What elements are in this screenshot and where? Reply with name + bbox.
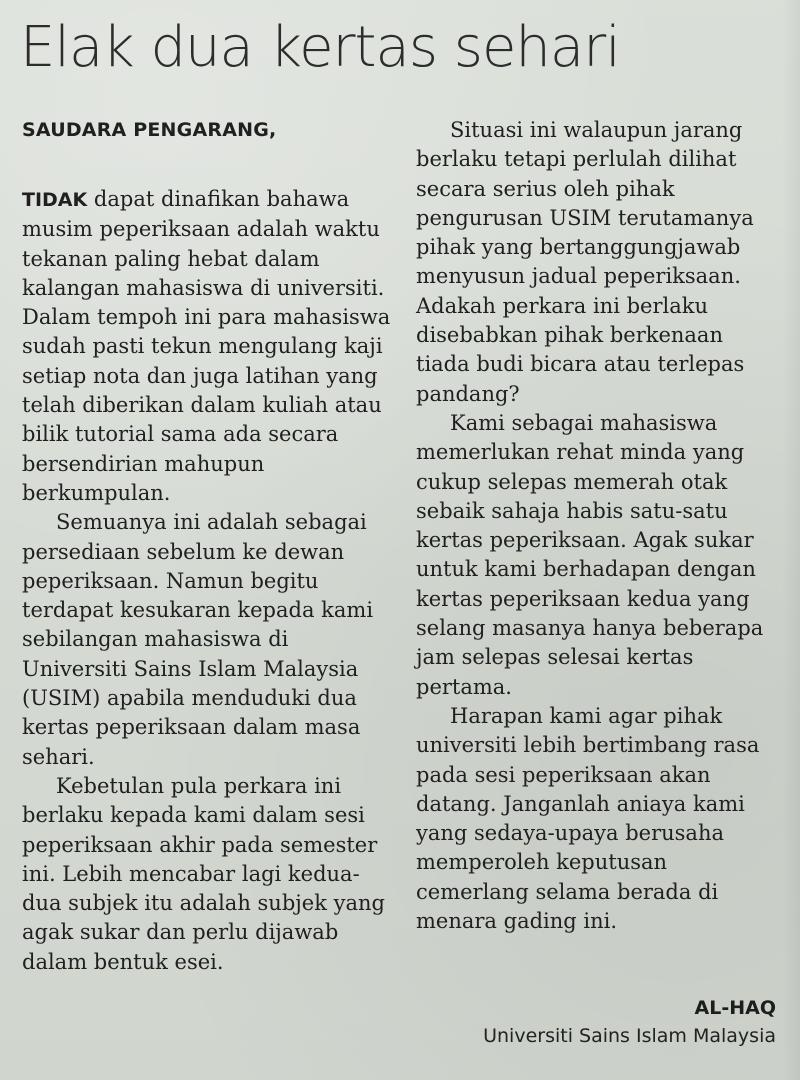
paragraph-7: Harapan kami agar pihak universiti lebih bertimbang rasa pada sesi peperiksaan akan datang. Janganlah aniaya kami yang sedaya-upaya berusaha memperoleh keputusan cemerlang selama berada di menara gading ini. xyxy=(416,703,760,934)
right-column xyxy=(416,116,780,936)
paragraph-4: Situasi ini walaupun jarang berlaku tetapi perlulah dilihat secara serius oleh pihak pengurusan USIM terutamanya pihak yang bertanggungjawab menyusun jadual peperiksaan. xyxy=(416,118,754,289)
paragraph-2: Semuanya ini adalah sebagai persediaan sebelum ke dewan peperiksaan. Namun begitu terdapat kesukaran kepada kami sebilangan mahasiswa di Universiti Sains Islam Malaysia (USIM) apabila menduduki dua kertas peperiksaan dalam masa sehari. xyxy=(22,510,374,769)
paragraph-1-text: dapat dinafikan bahawa musim peperiksaan adalah waktu tekanan paling hebat dalam kalangan mahasiswa di universiti. Dalam tempoh ini para mahasiswa sudah pasti tekun mengulang kaji setiap nota dan juga latihan yang telah diberikan dalam kuliah atau bilik tutorial sama ada secara bersendirian mahupun berkumpulan. xyxy=(22,187,391,505)
left-column xyxy=(22,116,392,977)
salutation: SAUDARA PENGARANG, xyxy=(22,119,277,141)
author-affiliation: Universiti Sains Islam Malaysia xyxy=(483,1025,776,1047)
paragraph-3: Kebetulan pula perkara ini berlaku kepada kami dalam sesi peperiksaan akhir pada semester ini. Lebih mencabar lagi kedua-dua subjek itu adalah subjek yang agak sukar dan perlu dijawab dalam bentuk esei. xyxy=(22,773,385,974)
paragraph-1 xyxy=(22,185,392,508)
paragraph-5: Adakah perkara ini berlaku disebabkan pihak berkenaan tiada budi bicara atau terlepas pandang? xyxy=(416,293,745,406)
article-headline: Elak dua kertas sehari xyxy=(20,15,620,80)
author-name: AL-HAQ xyxy=(694,997,776,1019)
signoff xyxy=(483,994,776,1050)
paragraph-6: Kami sebagai mahasiswa memerlukan rehat minda yang cukup selepas memerah otak sebaik sahaja habis satu-satu kertas peperiksaan. Agak sukar untuk kami berhadapan dengan kertas peperiksaan kedua yang selang masanya hanya beberapa jam selepas selesai kertas pertama. xyxy=(416,410,764,699)
lead-word: TIDAK xyxy=(22,189,88,211)
scan-edge-shadow xyxy=(782,0,800,1080)
